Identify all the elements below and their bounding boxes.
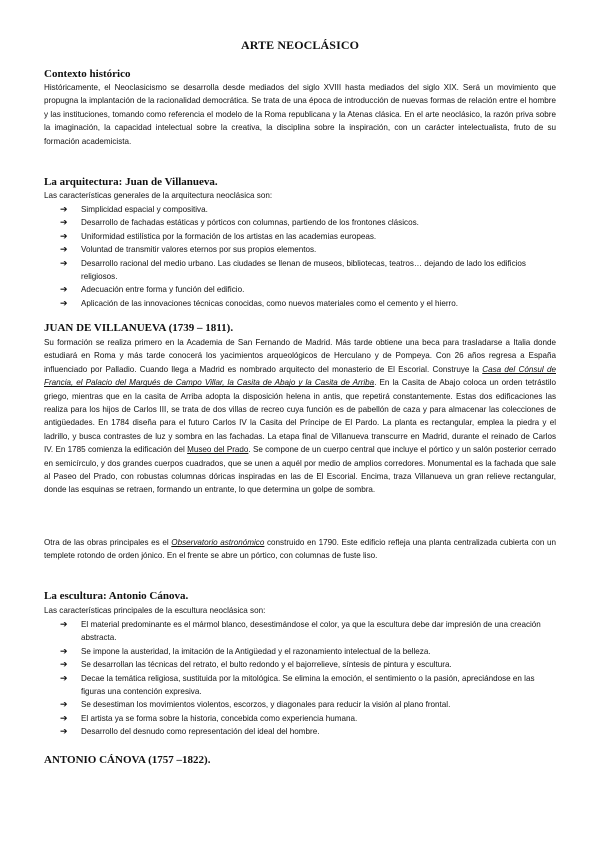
arrow-icon: ➔ [60, 659, 68, 670]
escultura-list [60, 618, 557, 739]
list-item: ➔ Decae la temática religiosa, sustituida por la mitológica. Se elimina la emoción, el sentimiento o la pasión, apreciándose en las figuras una contención expresiva. [60, 672, 535, 697]
arrow-icon: ➔ [60, 257, 68, 268]
list-item: ➔ Adecuación entre forma y función del edificio. [79, 283, 557, 296]
villanueva-paragraph-1: Su formación se realiza primero en la Academia de San Fernando de Madrid. Más tarde obtiene una beca para trasladarse a Italia donde estudiará en Roma y más tarde conocerá los yacimientos arqueológicos de Herculano y de Pompeya. Con 26 años regresa a España influenciado por Palladio. Cuando llega a Madrid es nombrado arquitecto del monasterio de El Escorial. Construye la Casa del Cónsul de Francia, el Palacio del Marqués de Campo Villar, la Casita de Abajo y la Casita de Arriba. En la Casita de Abajo coloca un orden tetrástilo griego, mientras que en la casita de Arriba adopta la disposición helena in antis, que repetirá constantemente. Estas dos edificaciones las realiza para los hijos de Carlos III, se trata de dos villas de recreo cuya función es de pabellón de caza y para almacenar las colecciones de antigüedades. En 1784 diseña para el futuro Carlos IV la Casita del Príncipe de El Pardo. La planta es rectangular, emplea la piedra y el ladrillo, y busca contrastes de luz y sombra en las fachadas. La etapa final de Villanueva transcurre en Madrid, durante el reinado de Carlos IV. En 1785 comienza la edificación del Museo del Prado. Se compone de un cuerpo central que incluye el pórtico y un salón posterior cerrado en semicírculo, y dos grandes cuerpos cuadrados, que se unen a aquél por medio de amplios corredores. Monumental es la fachada que sale al Paseo del Prado, con robustas columnas dóricas inspiradas en las de El Escorial. Encima, traza Villanueva un gran relieve rectangular, donde las esquinas se retraen, formando un entrante, lo que determina un golpe de sombra. [44, 338, 556, 495]
arrow-icon: ➔ [60, 699, 68, 710]
list-item: ➔ Aplicación de las innovaciones técnicas conocidas, como nuevos materiales como el cemento y el hierro. [79, 297, 557, 310]
observatorio-link[interactable]: Observatorio astronómico [171, 538, 265, 547]
list-item: ➔ El artista ya se forma sobre la historia, concebida como experiencia humana. [79, 712, 557, 725]
arquitectura-list [60, 203, 557, 310]
arrow-icon: ➔ [60, 230, 68, 241]
arquitectura-intro: Las características generales de la arquitectura neoclásica son: [44, 191, 273, 200]
list-item: ➔ Desarrollo racional del medio urbano. Las ciudades se llenan de museos, bibliotecas, teatros… dejando de lado los edificios religiosos. [60, 257, 526, 282]
arrow-icon: ➔ [60, 712, 68, 723]
arrow-icon: ➔ [60, 204, 68, 214]
contexto-paragraph: Históricamente, el Neoclasicismo se desarrolla desde mediados del siglo XVIII hasta mediados del siglo XIX. Será un movimiento que propugna la implantación de la racionalidad democrática. Se trata de una época de introducción de nuevas formas de relación entre el hombre y las instituciones, tomando como referencia el modelo de la Roma republicana y la Atenas clásica. En el arte neoclásico, la razón priva sobre la imaginación, la capacidad intelectual sobre la creativa, la disciplina sobre la inspiración, con un carácter intelectualista, fruto de su formación academicista. [44, 83, 556, 146]
arrow-icon: ➔ [60, 619, 68, 629]
list-item: ➔ Simplicidad espacial y compositiva. [79, 203, 557, 216]
arrow-icon: ➔ [60, 244, 68, 255]
canova-heading: ANTONIO CÁNOVA (1757 –1822). [44, 754, 211, 766]
list-item: ➔ Se impone la austeridad, la imitación de la Antigüedad y el razonamiento intelectual de la belleza. [79, 645, 557, 658]
document-title: ARTE NEOCLÁSICO [240, 38, 360, 52]
arrow-icon: ➔ [60, 672, 68, 683]
arrow-icon: ➔ [60, 297, 68, 308]
list-item: ➔ Voluntad de transmitir valores eternos por sus propios elementos. [79, 243, 557, 256]
arrow-icon: ➔ [60, 217, 68, 228]
villanueva-works-link[interactable]: Casa del Cónsul de Francia, el Palacio del Marqués de Campo Villar, la Casita de Abajo y la Casita de Arriba [44, 364, 556, 388]
villanueva-heading: JUAN DE VILLANUEVA (1739 – 1811). [44, 322, 234, 334]
museo-prado-link[interactable]: Museo del Prado [187, 445, 249, 455]
list-item: ➔ El material predominante es el mármol blanco, desestimándose el color, ya que la escultura debe dar impresión de una creación abstracta. [60, 619, 541, 643]
list-item: ➔ Desarrollo de fachadas estáticas y pórticos con columnas, partiendo de los frontones clásicos. [79, 216, 557, 229]
contexto-heading: Contexto histórico [44, 68, 131, 80]
list-item: ➔ Desarrollo del desnudo como representación del ideal del hombre. [79, 725, 557, 738]
list-item: ➔ Uniformidad estilística por la formación de los artistas en las academias europeas. [79, 230, 557, 243]
list-item: ➔ Se desarrollan las técnicas del retrato, el bulto redondo y el bajorrelieve, síntesis de pintura y escultura. [79, 658, 557, 671]
escultura-heading: La escultura: Antonio Cánova. [44, 590, 189, 602]
arrow-icon: ➔ [60, 726, 68, 737]
villanueva-paragraph-2: Otra de las obras principales es el Observatorio astronómico construido en 1790. Este edificio refleja una planta centralizada cubierta con un templete rotondo de orden jónico. En el frente se abre un pórtico, con columnas de fuste liso. [44, 538, 556, 561]
arrow-icon: ➔ [60, 284, 68, 295]
list-item: ➔ Se desestiman los movimientos violentos, escorzos, y diagonales para reducir la visión al plano frontal. [79, 698, 557, 711]
arquitectura-heading: La arquitectura: Juan de Villanueva. [44, 176, 218, 188]
arrow-icon: ➔ [60, 645, 68, 656]
escultura-intro: Las características principales de la escultura neoclásica son: [44, 606, 266, 615]
